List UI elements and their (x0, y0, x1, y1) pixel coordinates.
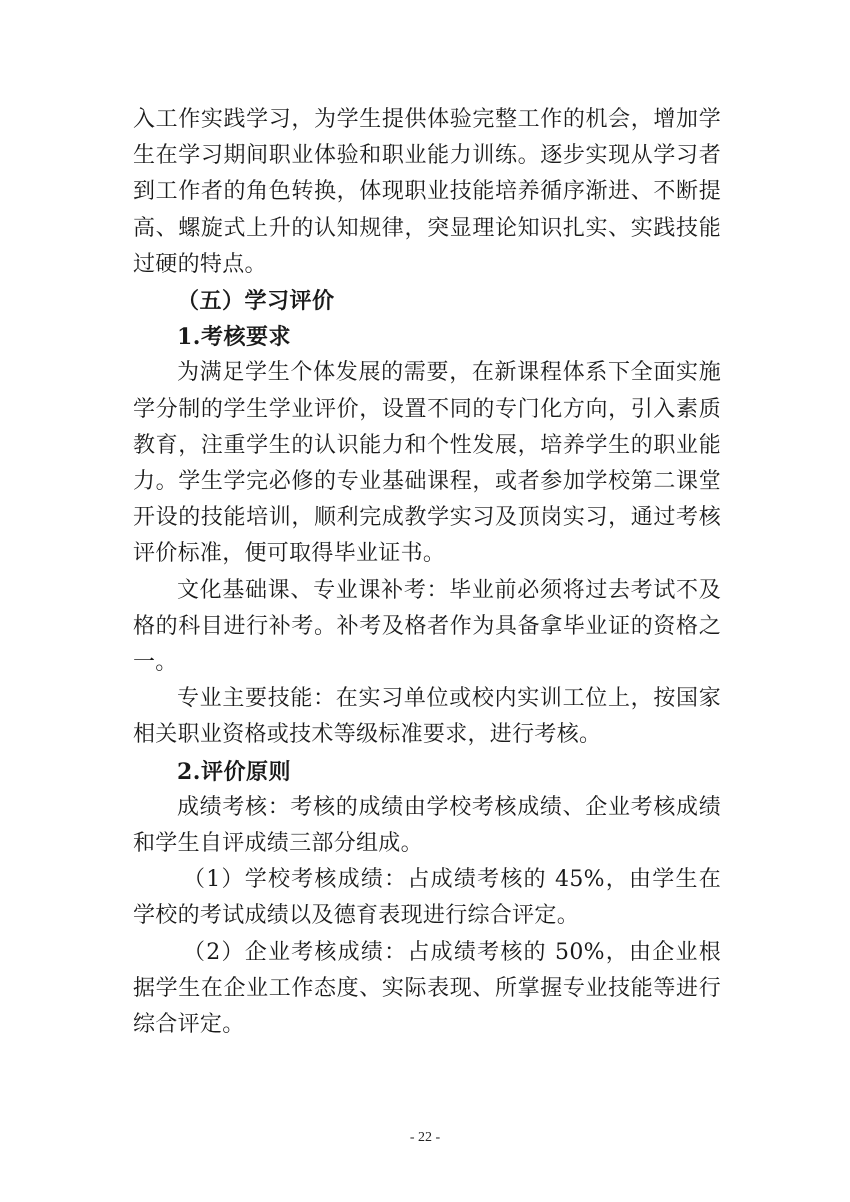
paragraph-main-skills: 专业主要技能：在实习单位或校内实训工位上，按国家相关职业资格或技术等级标准要求，进行考核。 (133, 686, 721, 748)
subheading-assessment-requirements: 1.考核要求 (177, 324, 291, 351)
paragraph-school-assessment: （1）学校考核成绩：占成绩考核的 45%，由学生在学校的考试成绩以及德育表现进行综合评定。 (133, 867, 721, 929)
paragraph-grade-assessment: 成绩考核：考核的成绩由学校考核成绩、企业考核成绩和学生自评成绩三部分组成。 (133, 794, 721, 857)
paragraph-enterprise-assessment: （2）企业考核成绩：占成绩考核的 50%，由企业根据学生在企业工作态度、实际表现、所掌握专业技能等进行综合评定。 (133, 939, 721, 1038)
paragraph-credit-system: 为满足学生个体发展的需要，在新课程体系下全面实施学分制的学生学业评价，设置不同的专门化方向，引入素质教育，注重学生的认识能力和个性发展，培养学生的职业能力。学生学完必修的专业基础课程，或者参加学校第二课堂开设的技能培训，顺利完成教学实习及顶岗实习，通过考核评价标准，便可取得毕业证书。 (133, 360, 721, 567)
page-number: - 22 - (409, 1130, 441, 1145)
document-body (133, 102, 721, 1043)
section-heading-learning-evaluation: （五）学习评价 (177, 288, 335, 315)
paragraph-continuation: 入工作实践学习，为学生提供体验完整工作的机会，增加学生在学习期间职业体验和职业能力训练。逐步实现从学习者到工作者的角色转换，体现职业技能培养循序渐进、不断提高、螺旋式上升的认知规律，突显理论知识扎实、实践技能过硬的特点。 (133, 107, 721, 277)
paragraph-makeup-exam: 文化基础课、专业课补考：毕业前必须将过去考试不及格的科目进行补考。补考及格者作为具备拿毕业证的资格之一。 (133, 577, 721, 676)
subheading-evaluation-principles: 2.评价原则 (177, 758, 291, 785)
